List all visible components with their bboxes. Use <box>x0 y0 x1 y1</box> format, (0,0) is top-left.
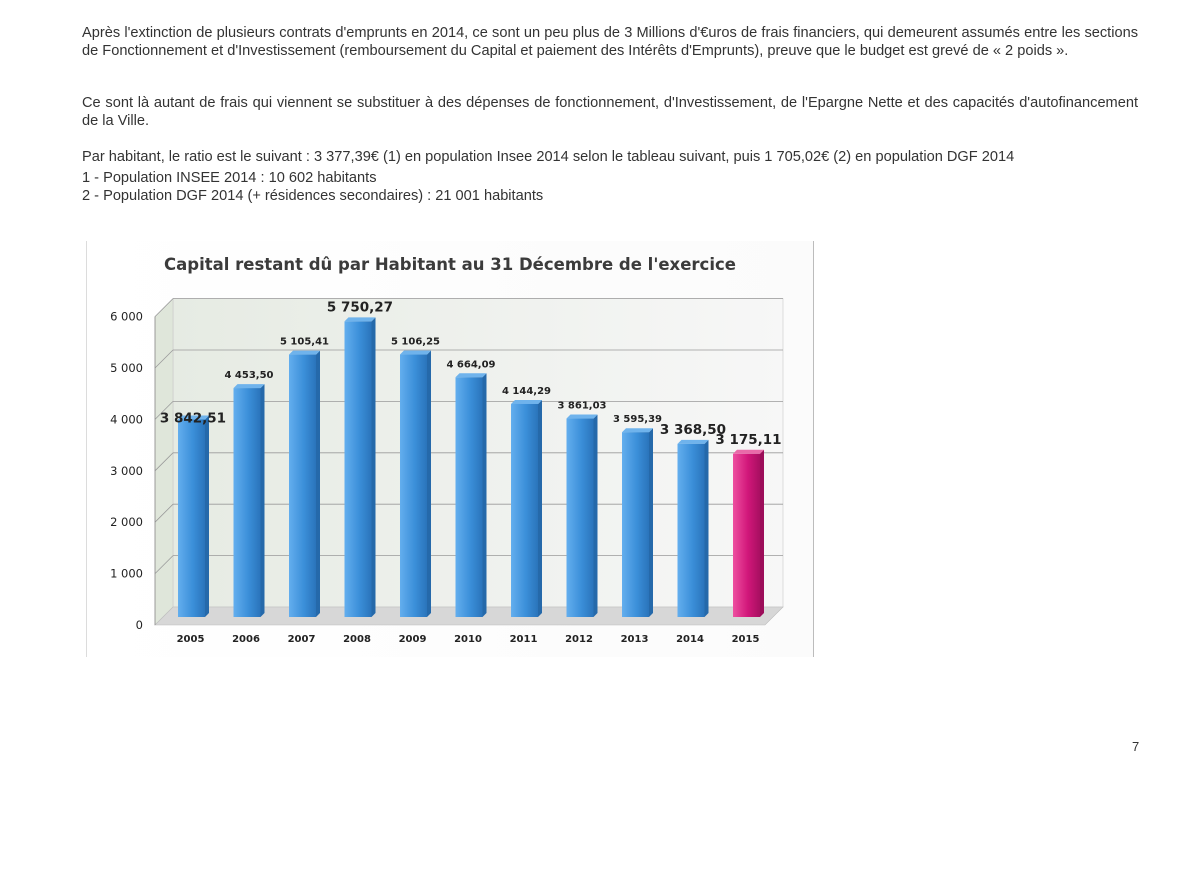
bar-side-2009 <box>427 351 431 617</box>
bar-2013 <box>622 432 649 617</box>
chart-title: Capital restant dû par Habitant au 31 Décembre de l'exercice <box>164 255 736 274</box>
bar-2015 <box>733 454 760 617</box>
bar-side-2007 <box>316 351 320 617</box>
data-label-2015: 3 175,11 <box>715 431 782 448</box>
bar-side-2014 <box>705 440 709 617</box>
paragraph-substitution: Ce sont là autant de frais qui viennent se substituer à des dépenses de fonctionnement, d'Investissement, de l'Epargne Nette et des capacités d'autofinancement de la Ville. <box>82 95 1138 129</box>
x-tick-label-2013: 2013 <box>620 634 649 645</box>
note-population-dgf: 2 - Population DGF 2014 (+ résidences secondaires) : 21 001 habitants <box>82 188 544 204</box>
note-population-insee: 1 - Population INSEE 2014 : 10 602 habitants <box>82 170 377 186</box>
data-label-2013: 3 595,39 <box>612 414 663 426</box>
data-label-2008: 5 750,27 <box>326 299 394 316</box>
bar-2005 <box>178 419 205 617</box>
bar-top-2014 <box>678 440 709 444</box>
x-tick-label-2005: 2005 <box>176 634 205 645</box>
bar-top-2007 <box>289 351 320 355</box>
y-tick-label: 1 000 <box>110 566 143 581</box>
x-tick-label-2015: 2015 <box>731 634 760 645</box>
bar-side-2005 <box>205 415 209 617</box>
bar-2010 <box>456 377 483 617</box>
bar-2007 <box>289 355 316 617</box>
bar-2012 <box>567 419 594 617</box>
bar-side-2008 <box>372 317 376 617</box>
data-label-2006: 4 453,50 <box>224 370 274 382</box>
bar-side-2013 <box>649 428 653 617</box>
page-number: 7 <box>1132 739 1140 754</box>
data-label-2014: 3 368,50 <box>659 421 727 438</box>
bar-chart <box>87 241 813 657</box>
x-tick-label-2008: 2008 <box>343 634 371 645</box>
bar-2009 <box>400 355 427 617</box>
bar-side-2011 <box>538 400 542 617</box>
data-label-2007: 5 105,41 <box>279 336 330 348</box>
data-label-2005: 3 842,51 <box>159 410 227 427</box>
y-tick-label: 5 000 <box>110 361 143 375</box>
ratio-par-habitant: Par habitant, le ratio est le suivant : 3 377,39€ (1) en population Insee 2014 selon le tableau suivant, puis 1 705,02€ (2) en population DGF 2014 <box>82 149 1015 165</box>
bar-side-2012 <box>594 415 598 617</box>
data-label-2010: 4 664,09 <box>446 359 496 371</box>
x-tick-label-2006: 2006 <box>232 634 260 645</box>
y-tick-label: 6 000 <box>110 309 143 324</box>
bar-side-2010 <box>483 373 487 617</box>
x-tick-label-2007: 2007 <box>287 634 316 645</box>
chart-container <box>86 241 814 657</box>
data-label-2009: 5 106,25 <box>390 336 441 348</box>
data-label-2012: 3 861,03 <box>557 400 607 412</box>
bar-top-2006 <box>234 384 265 388</box>
bar-2011 <box>511 404 538 617</box>
bar-2006 <box>234 388 261 617</box>
x-tick-label-2009: 2009 <box>398 634 427 645</box>
y-tick-label: 2 000 <box>110 515 143 530</box>
bar-top-2009 <box>400 351 431 355</box>
bar-top-2008 <box>345 317 376 321</box>
bar-top-2013 <box>622 428 653 432</box>
bar-side-2006 <box>261 384 265 617</box>
x-tick-label-2011: 2011 <box>509 634 538 645</box>
paragraph-frais-financiers: Après l'extinction de plusieurs contrats d'emprunts en 2014, ce sont un peu plus de 3 Millions d'€uros de frais financiers, qui demeurent assumés entre les sections de Fonctionnement et d'Investissement (remboursement du Capital et paiement des Intérêts d'Emprunts), preuve que le budget est grevé de « 2 poids ». <box>82 25 1138 59</box>
y-tick-label: 4 000 <box>110 412 143 427</box>
y-tick-label: 0 <box>135 618 143 632</box>
bar-2014 <box>678 444 705 617</box>
x-tick-label-2010: 2010 <box>454 634 482 645</box>
bar-side-2015 <box>760 450 764 617</box>
bar-top-2010 <box>456 373 487 377</box>
bar-top-2011 <box>511 400 542 404</box>
y-tick-label: 3 000 <box>110 463 143 478</box>
bar-top-2012 <box>567 415 598 419</box>
x-tick-label-2012: 2012 <box>565 634 593 645</box>
data-label-2011: 4 144,29 <box>501 385 552 397</box>
x-tick-label-2014: 2014 <box>676 634 704 645</box>
bar-2008 <box>345 321 372 617</box>
bar-top-2015 <box>733 450 764 454</box>
